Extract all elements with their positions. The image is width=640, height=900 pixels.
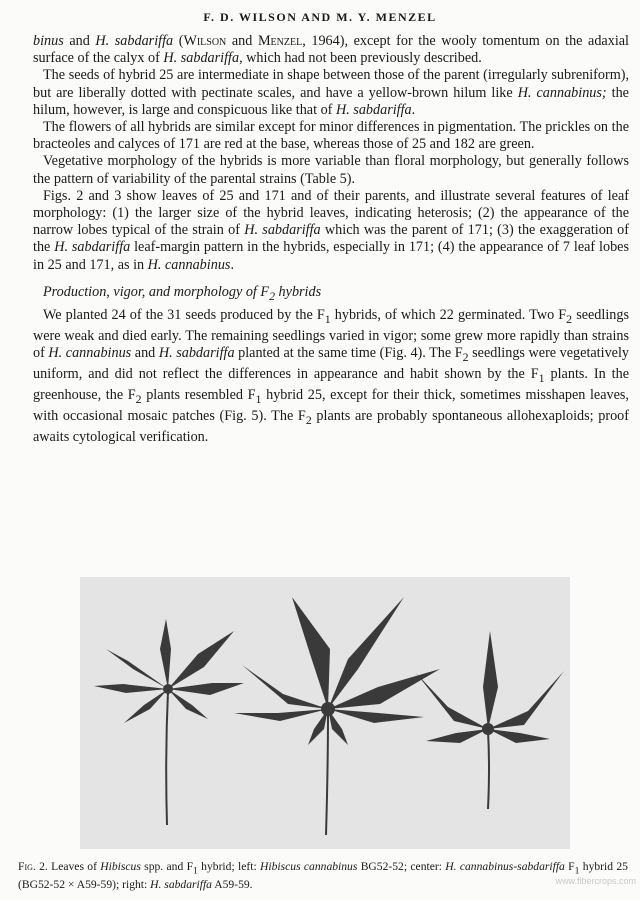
text-run: H. sabdariffa — [54, 239, 131, 256]
text-run: Leaves of — [47, 860, 101, 873]
figure-leaves-photo — [80, 577, 570, 849]
subscript: 2 — [305, 413, 312, 428]
text-run: hybrid 25 (BG52-52 × A59-59); right: — [18, 860, 628, 892]
text-run: A59-59. — [211, 878, 253, 892]
author-name: Menzel — [257, 33, 303, 49]
text-run: H. sabdariffa — [95, 33, 174, 49]
paragraph-3: The flowers of all hybrids are similar except for minor differences in pigmentation. The prickles on the bracteoles and calyces of 171 are red at the base, whereas those of 25 and 182 are green. — [33, 119, 629, 153]
text-run: , 1964), except for the wooly tomentum on the adaxial surface of the calyx of — [33, 33, 629, 67]
paragraph-2 — [33, 67, 629, 119]
text-run: and — [131, 345, 159, 362]
text-run: H. sabdariffa — [335, 101, 412, 118]
text-run: leaf-margin pattern in the hybrids, especially in 171; (4) the appearance of 7 leaf lobes in 25 and 171, as in — [33, 239, 629, 273]
figure-label: Fig. 2. — [18, 860, 48, 873]
text-run: hybrid; left: — [197, 860, 260, 873]
paragraph-4: Vegetative morphology of the hybrids is more variable than floral morphology, but generally follows the pattern of variability of the parental strains (Table 5). — [33, 153, 629, 187]
text-run: H. cannabinus — [147, 256, 231, 273]
text-run: BG52-52; center: — [357, 860, 446, 873]
text-run: F — [564, 860, 575, 873]
text-run: plants resembled F — [141, 387, 256, 404]
paragraph-6 — [33, 307, 629, 447]
text-run: . — [230, 256, 234, 273]
body-text — [33, 33, 629, 446]
text-run: . — [411, 101, 416, 118]
subscript: 2 — [269, 288, 275, 303]
subscript: 1 — [193, 865, 198, 877]
subscript: 1 — [255, 392, 262, 406]
text-run: Hibiscus — [100, 860, 141, 873]
text-run: planted at the same time (Fig. 4). The F — [234, 345, 463, 362]
leaf-left-cannabinus — [94, 619, 244, 825]
subscript: 1 — [574, 865, 580, 877]
text-run: spp. and F — [140, 860, 194, 873]
text-run: H. cannabinus-sabdariffa — [445, 860, 565, 873]
text-run: H. sabdariffa — [150, 878, 212, 892]
text-run: H. cannabinus; — [517, 84, 607, 101]
text-run: H. sabdariffa — [163, 50, 240, 67]
leaf-center-hybrid — [234, 597, 440, 835]
text-run: Figs. 2 and 3 show leaves of 25 and 171 and of their parents, and illustrate several features of leaf morphology: (1) the larger size of the hybrid leaves, indicating heterosis; (2) the appearance of the narrow lobes typical of the strain of — [33, 187, 629, 239]
subscript: 1 — [324, 311, 331, 326]
text-run: , which had not been previously described. — [239, 50, 482, 67]
text-run: The seeds of hybrid 25 are intermediate in shape between those of the parent (irregularly subreniform), but are liberally dotted with pectinate scales, and have a yellow-brown hilum like — [33, 67, 629, 101]
text-run: H. sabdariffa — [158, 345, 235, 362]
text-run: binus — [33, 33, 64, 49]
text-run: Hibiscus cannabinus — [260, 860, 358, 873]
text-run: Production, vigor, and morphology of F — [43, 283, 270, 300]
text-run: hybrids, of which 22 germinated. Two F — [330, 306, 567, 323]
section-heading — [33, 284, 629, 305]
text-run: We planted 24 of the 31 seeds produced by the F — [43, 306, 325, 323]
subscript: 1 — [538, 370, 545, 385]
paragraph-5 — [33, 188, 629, 274]
leaves-illustration — [80, 577, 570, 849]
figure-caption — [18, 860, 628, 892]
text-run: seedlings were weak and died early. The remaining seedlings varied in vigor; some grew more rapidly than strains of — [33, 306, 629, 362]
text-run: hybrid 25, except for their thick, sometimes misshapen leaves, with occasional mosaic patches (Fig. 5). The F — [33, 387, 629, 425]
watermark: www.fibercrops.com — [555, 876, 636, 886]
text-run: seedlings were vegetatively uniform, and did not reflect the differences in appearance and habit shown by the F — [33, 345, 629, 383]
text-run: plants are probably spontaneous allohexaploids; proof awaits cytological verification. — [33, 408, 629, 446]
leaf-right-sabdariffa — [416, 631, 564, 809]
running-head: F. D. WILSON AND M. Y. MENZEL — [203, 10, 437, 24]
text-run: which was the parent of 171; (3) the exaggeration of the — [33, 222, 629, 256]
paragraph-1 — [33, 33, 629, 67]
text-run: ( — [173, 33, 184, 49]
subscript: 2 — [135, 392, 142, 406]
text-run: hybrids — [275, 283, 322, 300]
subscript: 2 — [566, 311, 573, 326]
text-run: and — [226, 33, 258, 49]
text-run: and — [63, 33, 96, 49]
author-name: Wilson — [183, 33, 227, 49]
text-run: H. sabdariffa — [244, 222, 321, 239]
text-run: H. cannabinus — [48, 345, 132, 362]
text-run: plants. In the greenhouse, the F — [33, 366, 629, 404]
subscript: 2 — [462, 349, 469, 364]
text-run: the hilum, however, is large and conspicuous like that of — [33, 84, 629, 118]
